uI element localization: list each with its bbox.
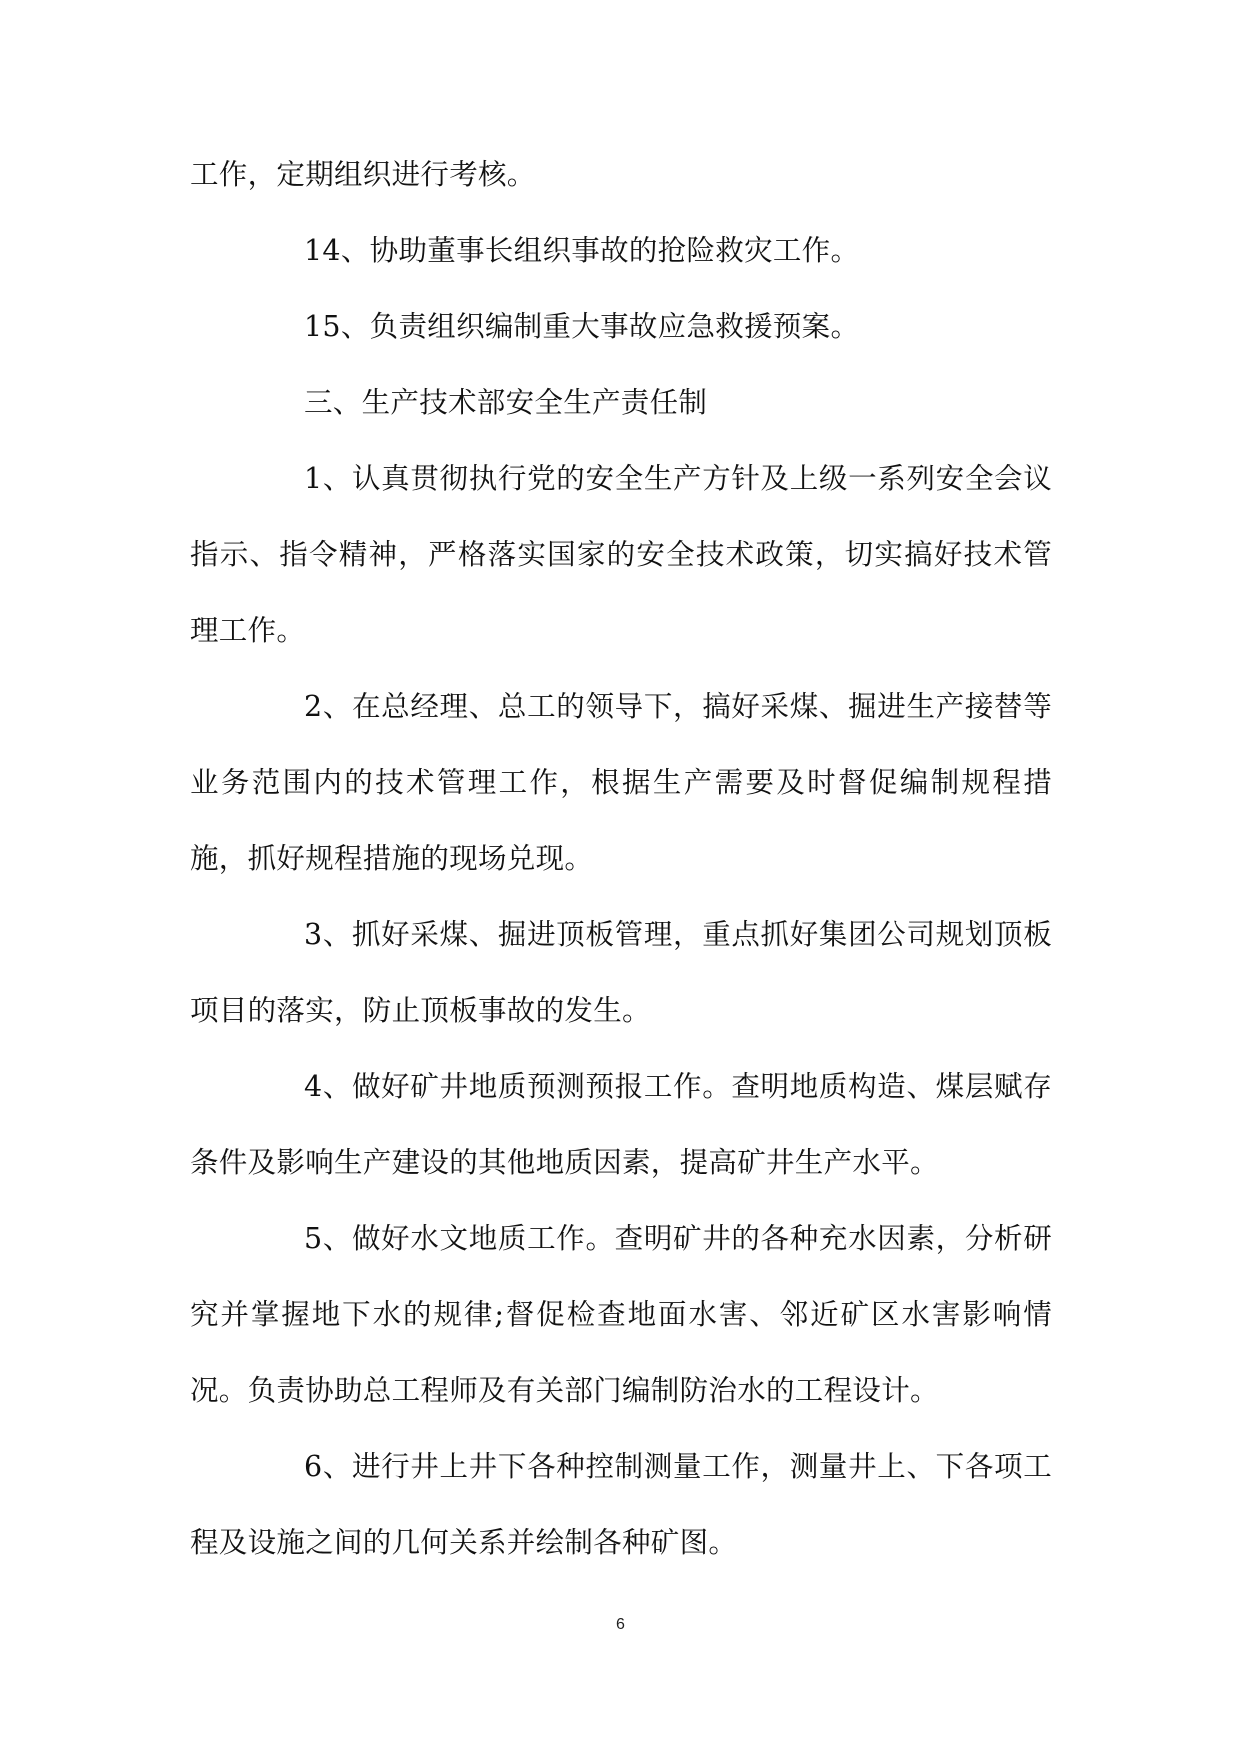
paragraph-item-14: 14、协助董事长组织事故的抢险救灾工作。 (304, 234, 860, 267)
paragraph-item-3: 3、抓好采煤、掘进顶板管理，重点抓好集团公司规划顶板项目的落实，防止顶板事故的发生。 (190, 918, 1052, 1027)
paragraph-item-2: 2、在总经理、总工的领导下，搞好采煤、掘进生产接替等业务范围内的技术管理工作，根据生产需要及时督促编制规程措施，抓好规程措施的现场兑现。 (190, 690, 1052, 875)
paragraph-item-5: 5、做好水文地质工作。查明矿井的各种充水因素，分析研究并掌握地下水的规律;督促检查地面水害、邻近矿区水害影响情况。负责协助总工程师及有关部门编制防治水的工程设计。 (190, 1222, 1052, 1407)
page-number: 6 (616, 1616, 625, 1633)
section-heading: 三、生产技术部安全生产责任制 (304, 386, 708, 419)
paragraph-item-4: 4、做好矿井地质预测预报工作。查明地质构造、煤层赋存条件及影响生产建设的其他地质因素，提高矿井生产水平。 (190, 1070, 1052, 1179)
paragraph-continuation: 工作，定期组织进行考核。 (190, 158, 536, 191)
paragraph-item-6: 6、进行井上井下各种控制测量工作，测量井上、下各项工程及设施之间的几何关系并绘制各种矿图。 (190, 1450, 1052, 1559)
paragraph-item-15: 15、负责组织编制重大事故应急救援预案。 (304, 310, 860, 343)
paragraph-item-1: 1、认真贯彻执行党的安全生产方针及上级一系列安全会议指示、指令精神，严格落实国家的安全技术政策，切实搞好技术管理工作。 (190, 462, 1052, 647)
document-body (190, 137, 1052, 1581)
